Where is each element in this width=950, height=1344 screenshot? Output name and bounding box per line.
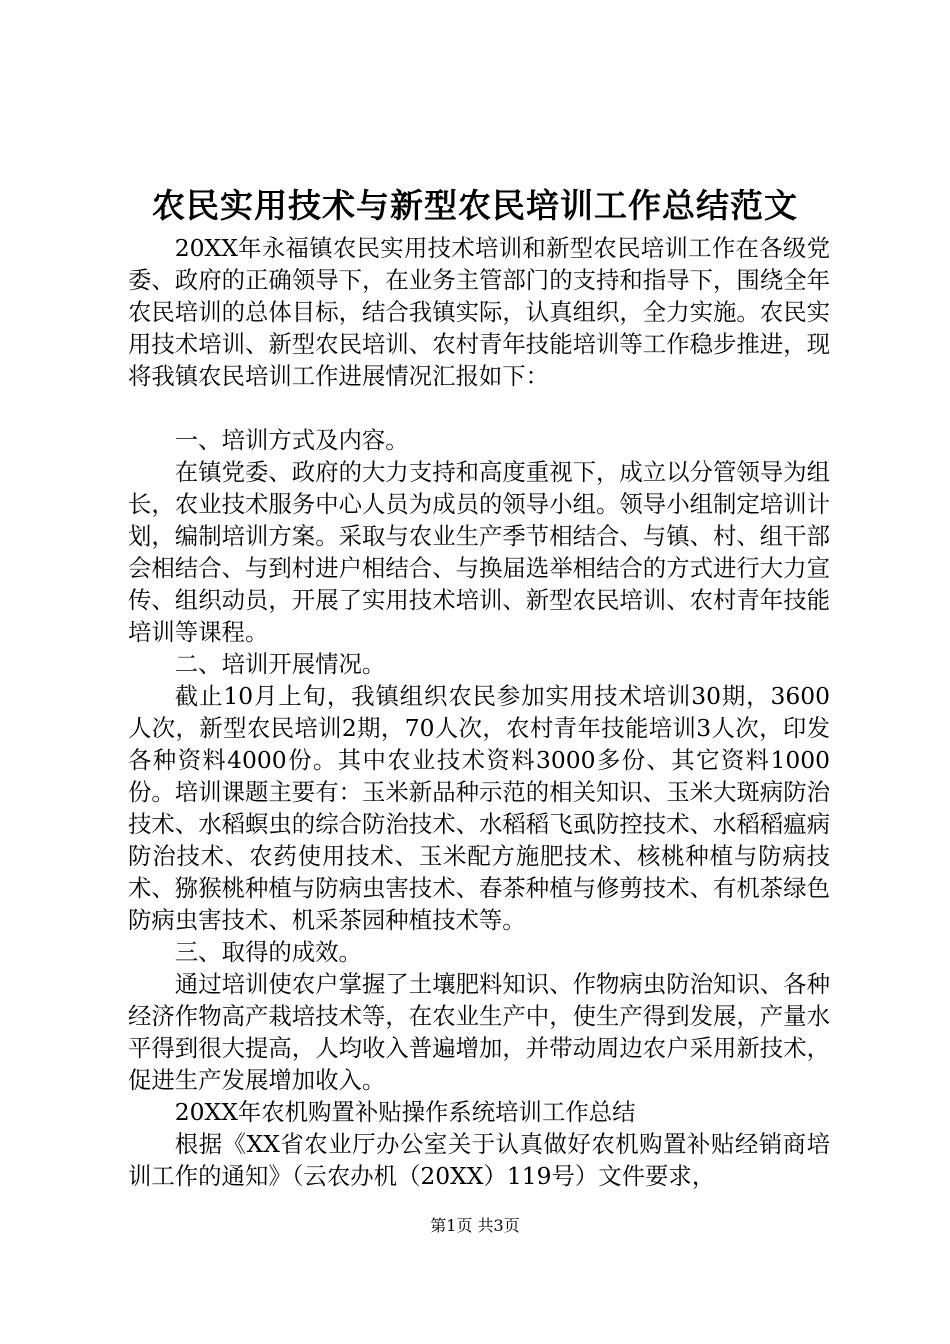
section-3-paragraph: 通过培训使农户掌握了土壤肥料知识、作物病虫防治知识、各种经济作物高产栽培技术等，在农业生产中，使生产得到发展，产量水平得到很大提高，人均收入普遍增加，并带动周边农户采用新技术，促进生产发展增加收入。 — [128, 970, 830, 1094]
document-body — [128, 232, 830, 1192]
page-number-footer: 第1页 共3页 — [430, 1216, 520, 1235]
second-document-paragraph: 根据《XX省农业厅办公室关于认真做好农机购置补贴经销商培训工作的通知》（云农办机（20XX）119号）文件要求， — [128, 1130, 830, 1190]
section-2-paragraph: 截止10月上旬，我镇组织农民参加实用技术培训30期，3600人次，新型农民培训2期，70人次，农村青年技能培训3人次，印发各种资料4000份。其中农业技术资料3000多份、其它资料1000份。培训课题主要有：玉米新品种示范的相关知识、玉米大斑病防治技术、水稻螟虫的综合防治技术、水稻稻飞虱防控技术、水稻稻瘟病防治技术、农药使用技术、玉米配方施肥技术、核桃种植与防病技术、猕猴桃种植与防病虫害技术、春茶种植与修剪技术、有机茶绿色防病虫害技术、机采茶园种植技术等。 — [128, 682, 830, 934]
section-2-heading: 二、培训开展情况。 — [174, 650, 386, 678]
section-1-paragraph: 在镇党委、政府的大力支持和高度重视下，成立以分管领导为组长，农业技术服务中心人员为成员的领导小组。领导小组制定培训计划，编制培训方案。采取与农业生产季节相结合、与镇、村、组干部会相结合、与到村进户相结合、与换届选举相结合的方式进行大力宣传、组织动员，开展了实用技术培训、新型农民培训、农村青年技能培训等课程。 — [128, 458, 830, 646]
intro-paragraph: 20XX年永福镇农民实用技术培训和新型农民培训工作在各级党委、政府的正确领导下，在业务主管部门的支持和指导下，围绕全年农民培训的总体目标，结合我镇实际，认真组织，全力实施。农民实用技术培训、新型农民培训、农村青年技能培训等工作稳步推进，现将我镇农民培训工作进展情况汇报如下： — [128, 234, 830, 390]
second-document-title: 20XX年农机购置补贴操作系统培训工作总结 — [174, 1098, 636, 1126]
section-1-heading: 一、培训方式及内容。 — [174, 426, 409, 454]
section-3-heading: 三、取得的成效。 — [174, 938, 362, 966]
document-title: 农民实用技术与新型农民培训工作总结范文 — [152, 186, 798, 225]
